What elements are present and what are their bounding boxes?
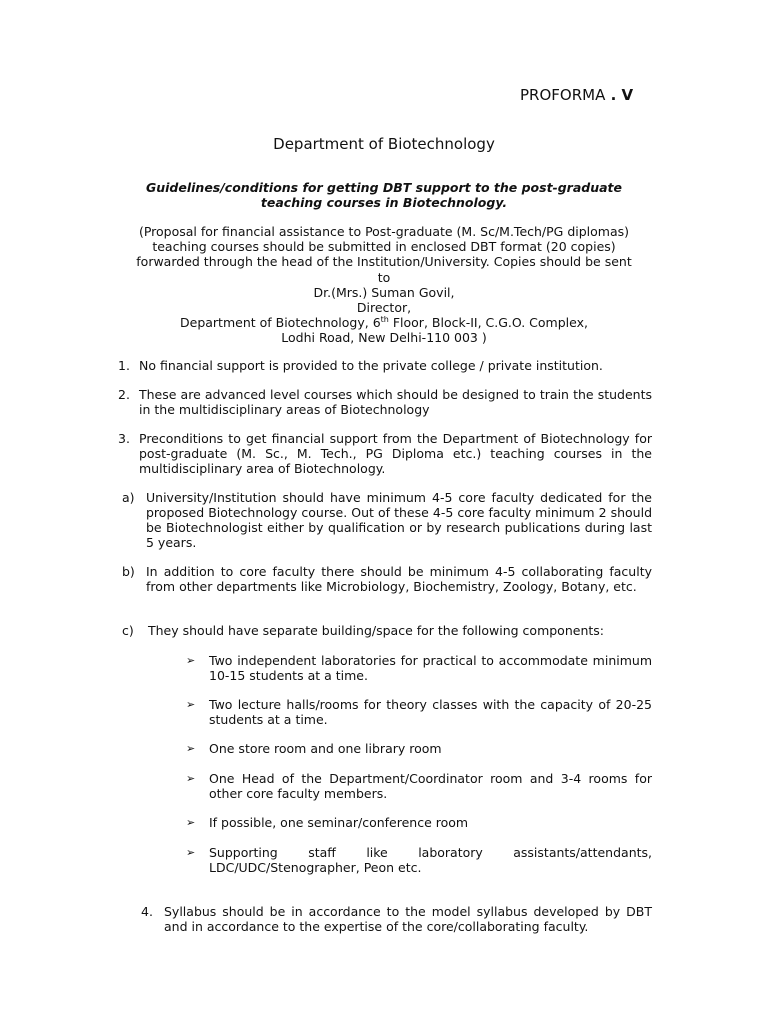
arrow-bullet-icon: ➢ xyxy=(186,816,196,829)
proposal-line-5: Dr.(Mrs.) Suman Govil, xyxy=(313,284,455,300)
address-part-2: Floor, Block-II, C.G.O. Complex, xyxy=(388,315,588,331)
proposal-line-8: Lodhi Road, New Delhi-110 003 ) xyxy=(281,330,487,346)
proforma-separator: . xyxy=(605,86,622,104)
item-4-text: Syllabus should be in accordance to the model syllabus developed by DBT and in accordance to the expertise of the core/collaborating faculty. xyxy=(164,904,652,934)
item-1-text: No financial support is provided to the private college / private institution. xyxy=(139,358,603,373)
item-2-text: These are advanced level courses which should be designed to train the students in the multidisciplinary areas of Biotechnology xyxy=(139,387,652,417)
proposal-line-1: (Proposal for financial assistance to Post-graduate (M. Sc/M.Tech/PG diplomas) xyxy=(138,224,630,239)
proposal-line-4: to xyxy=(377,269,391,285)
bullet-3-text: One store room and one library room xyxy=(209,741,442,756)
item-a-text: University/Institution should have minimum 4-5 core faculty dedicated for the proposed Biotechnology course. Out of these 4-5 core faculty minimum 2 should be Biotechnologist either by qualification or by research publications during last 5 years. xyxy=(146,490,652,550)
item-3-text: Preconditions to get financial support from the Department of Biotechnology for post-graduate (M. Sc., M. Tech., PG Diploma etc.) teaching courses in the multidisciplinary area of Biotechnology. xyxy=(139,431,652,476)
item-c-marker: c) xyxy=(122,623,134,638)
bullet-2-text: Two lecture halls/rooms for theory classes with the capacity of 20-25 students at a time. xyxy=(209,697,652,727)
arrow-bullet-icon: ➢ xyxy=(186,846,196,859)
bullet-6-text: Supporting staff like laboratory assistants/attendants, LDC/UDC/Stenographer, Peon etc. xyxy=(209,845,652,875)
item-4-marker: 4. xyxy=(141,904,153,919)
item-b-text: In addition to core faculty there should be minimum 4-5 collaborating faculty from other departments like Microbiology, Biochemistry, Zoology, Botany, etc. xyxy=(146,564,652,594)
proforma-heading xyxy=(520,88,633,103)
item-2-marker: 2. xyxy=(118,387,130,402)
item-3-marker: 3. xyxy=(118,431,130,446)
proposal-block xyxy=(115,224,653,346)
bullet-1-text: Two independent laboratories for practical to accommodate minimum 10-15 students at a time. xyxy=(209,653,652,683)
floor-superscript: th xyxy=(380,315,389,325)
department-title: Department of Biotechnology xyxy=(273,135,495,153)
proposal-line-3: forwarded through the head of the Institution/University. Copies should be sent xyxy=(136,254,632,270)
guidelines-line-2: teaching courses in Biotechnology. xyxy=(260,195,508,210)
arrow-bullet-icon: ➢ xyxy=(186,654,196,667)
arrow-bullet-icon: ➢ xyxy=(186,742,196,755)
proforma-label: PROFORMA xyxy=(520,86,606,104)
arrow-bullet-icon: ➢ xyxy=(186,698,196,711)
proposal-line-7 xyxy=(115,315,653,330)
bullet-5-text: If possible, one seminar/conference room xyxy=(209,815,469,830)
item-c-text: They should have separate building/space for the following components: xyxy=(148,623,604,638)
item-b-marker: b) xyxy=(122,564,135,579)
proposal-line-6: Director, xyxy=(356,300,412,316)
guidelines-heading xyxy=(130,180,638,210)
proposal-line-2: teaching courses should be submitted in enclosed DBT format (20 copies) xyxy=(152,239,616,255)
guidelines-line-1: Guidelines/conditions for getting DBT support to the post-graduate xyxy=(145,180,623,195)
address-part-1: Department of Biotechnology, 6 xyxy=(180,315,381,331)
bullet-4-text: One Head of the Department/Coordinator room and 3-4 rooms for other core faculty members. xyxy=(209,771,652,801)
proforma-number: V xyxy=(621,86,634,104)
item-1-marker: 1. xyxy=(118,358,130,373)
item-a-marker: a) xyxy=(122,490,135,505)
arrow-bullet-icon: ➢ xyxy=(186,772,196,785)
